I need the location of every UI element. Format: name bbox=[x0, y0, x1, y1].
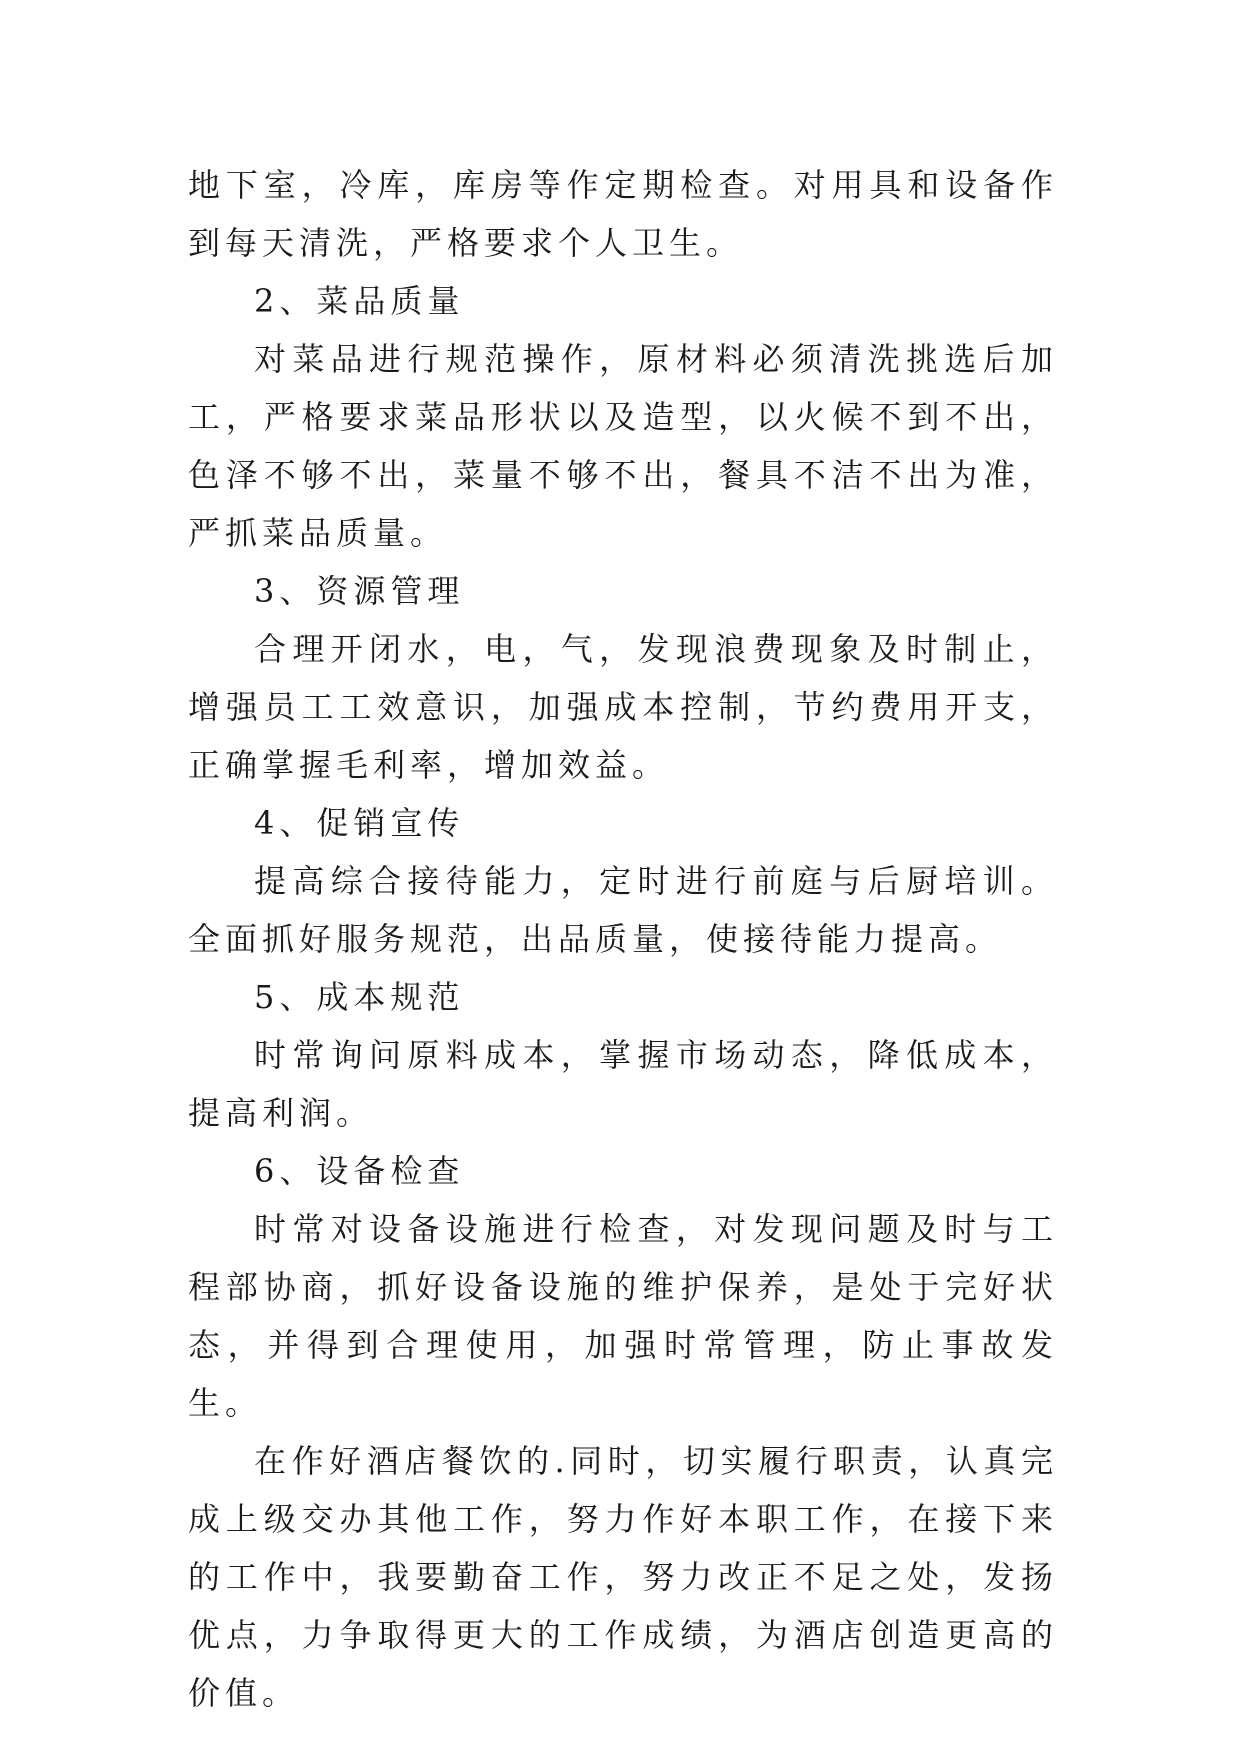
paragraph-hygiene-continued: 地下室，冷库，库房等作定期检查。对用具和设备作到每天清洗，严格要求个人卫生。 bbox=[188, 166, 1058, 262]
paragraph-dish-quality: 对菜品进行规范操作，原材料必须清洗挑选后加工，严格要求菜品形状以及造型，以火候不到不出，色泽不够不出，菜量不够不出，餐具不洁不出为准，严抓菜品质量。 bbox=[188, 340, 1058, 552]
paragraph-promotion: 提高综合接待能力，定时进行前庭与后厨培训。全面抓好服务规范，出品质量，使接待能力提高。 bbox=[188, 862, 1058, 958]
paragraph-equipment-inspection: 时常对设备设施进行检查，对发现问题及时与工程部协商，抓好设备设施的维护保养，是处于完好状态，并得到合理使用，加强时常管理，防止事故发生。 bbox=[188, 1210, 1058, 1422]
document-body bbox=[188, 156, 1058, 1722]
paragraph-resource-management: 合理开闭水，电，气，发现浪费现象及时制止，增强员工工效意识，加强成本控制，节约费用开支，正确掌握毛利率，增加效益。 bbox=[188, 630, 1058, 784]
heading-promotion: 4、促销宣传 bbox=[254, 804, 465, 842]
paragraph-cost-standards: 时常询问原料成本，掌握市场动态，降低成本，提高利润。 bbox=[188, 1036, 1058, 1132]
heading-dish-quality: 2、菜品质量 bbox=[254, 282, 465, 320]
heading-resource-management: 3、资源管理 bbox=[254, 572, 465, 610]
paragraph-conclusion: 在作好酒店餐饮的.同时，切实履行职责，认真完成上级交办其他工作，努力作好本职工作，在接下来的工作中，我要勤奋工作，努力改正不足之处，发扬优点，力争取得更大的工作成绩，为酒店创造更高的价值。 bbox=[188, 1442, 1058, 1712]
heading-equipment-inspection: 6、设备检查 bbox=[254, 1152, 465, 1190]
heading-cost-standards: 5、成本规范 bbox=[254, 978, 465, 1016]
